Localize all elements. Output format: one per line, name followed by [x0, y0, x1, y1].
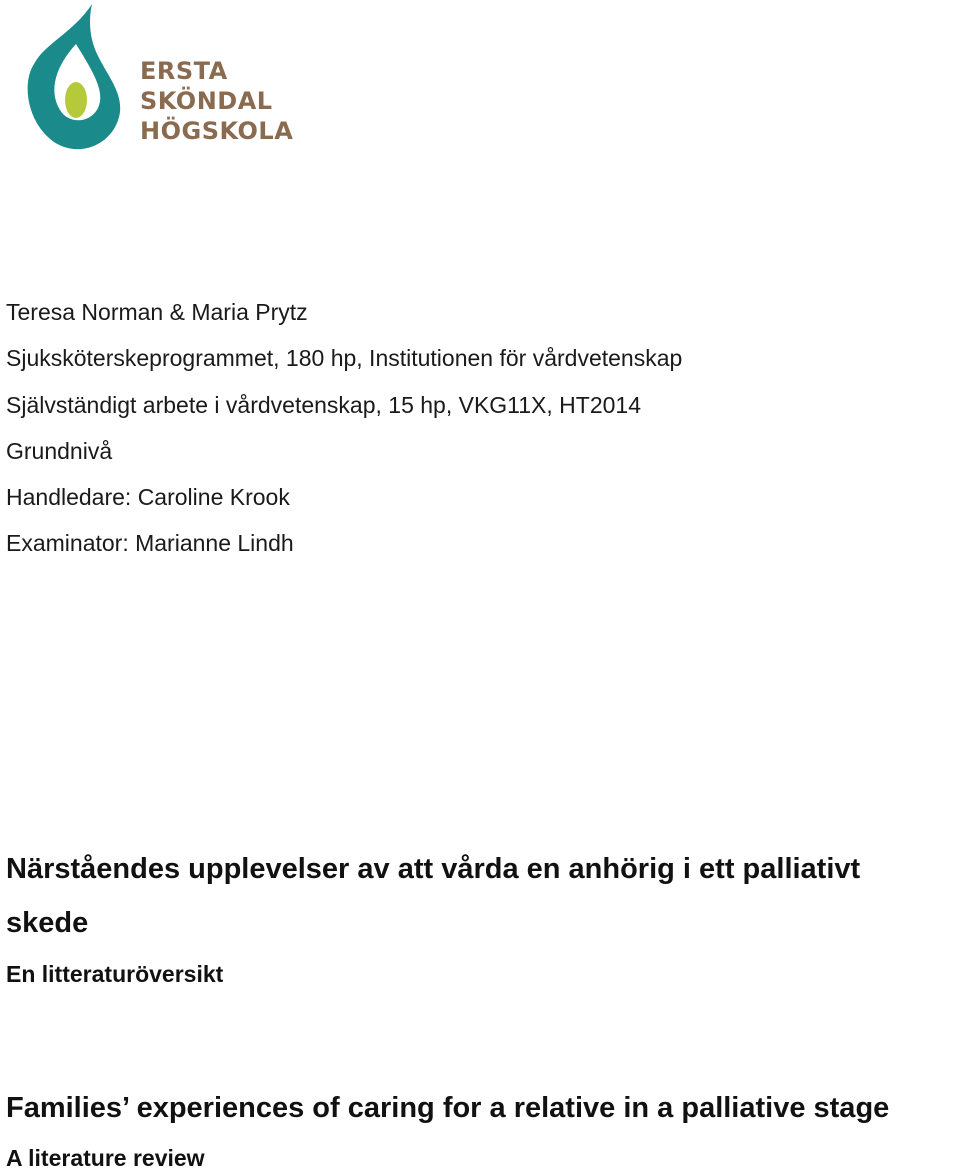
- level: Grundnivå: [6, 438, 113, 464]
- examiner: Examinator: Marianne Lindh: [6, 530, 294, 556]
- english-subtitle: A literature review: [6, 1145, 205, 1171]
- swedish-title-line-2: skede: [6, 907, 89, 939]
- course: Självständigt arbete i vårdvetenskap, 15 hp, VKG11X, HT2014: [6, 392, 642, 418]
- ersta-drop-icon: [4, 4, 124, 154]
- swedish-subtitle: En litteraturöversikt: [6, 961, 224, 987]
- logo-line-2: SKÖNDAL: [140, 87, 273, 115]
- logo-line-3: HÖGSKOLA: [140, 117, 294, 145]
- program: Sjuksköterskeprogrammet, 180 hp, Institutionen för vårdvetenskap: [6, 345, 683, 371]
- supervisor: Handledare: Caroline Krook: [6, 484, 290, 510]
- logo-wordmark: [140, 56, 293, 146]
- university-logo: [4, 4, 294, 154]
- authors: Teresa Norman & Maria Prytz: [6, 299, 308, 325]
- english-title: Families’ experiences of caring for a relative in a palliative stage: [6, 1092, 890, 1124]
- logo-line-1: ERSTA: [140, 57, 228, 85]
- logo-seed-shape: [65, 82, 87, 118]
- swedish-title-line-1: Närståendes upplevelser av att vårda en anhörig i ett palliativt: [6, 853, 861, 885]
